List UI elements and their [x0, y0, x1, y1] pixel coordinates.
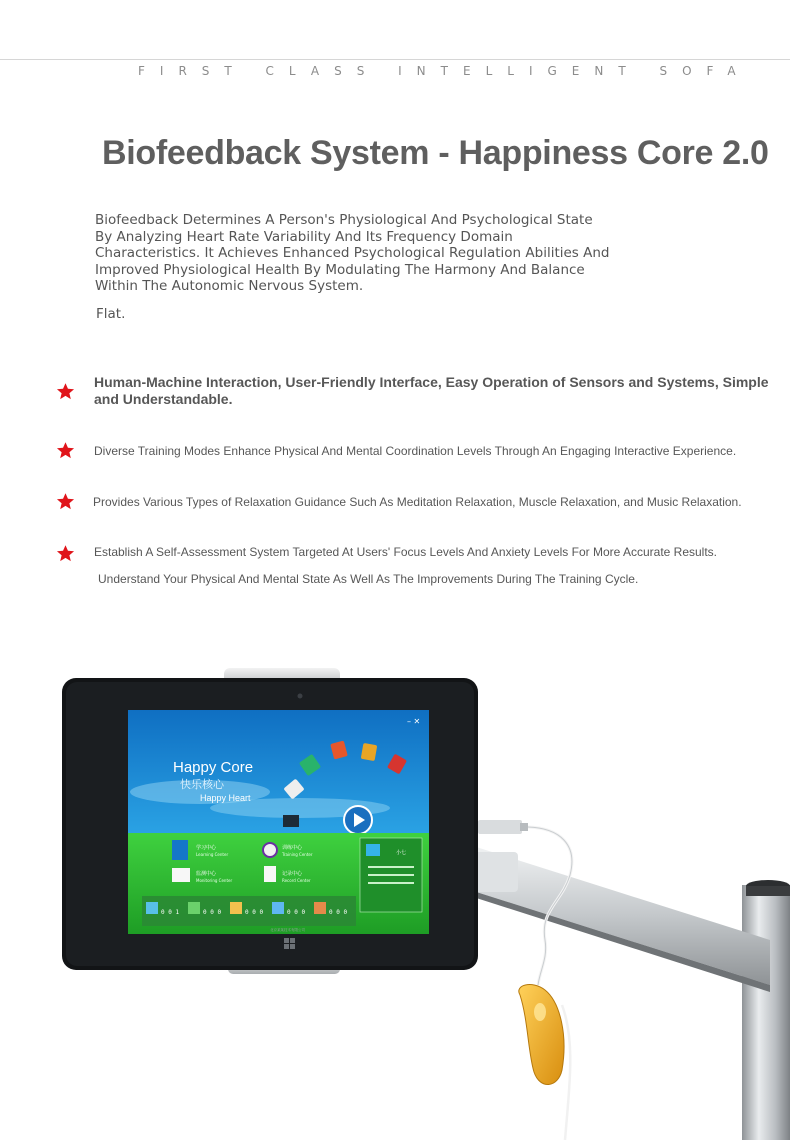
finger-sensor[interactable] [519, 985, 564, 1085]
counter-icon [146, 902, 158, 914]
intro-suffix: Flat. [96, 306, 126, 322]
feature-text: Diverse Training Modes Enhance Physical And Mental Coordination Levels Through An Engaging Interactive Experience. [94, 444, 737, 458]
tile-label-en: Monitoring Center [196, 878, 233, 883]
user-side-panel [360, 838, 422, 912]
feature-text: Provides Various Types of Relaxation Guidance Such As Meditation Relaxation, Muscle Relaxation, and Music Relaxation. [93, 495, 742, 509]
tile-label-en: Training Center [282, 852, 313, 857]
page-title: Biofeedback System - Happiness Core 2.0 [102, 134, 769, 172]
mode-card[interactable] [361, 743, 378, 761]
tile-label-en: Record Center [282, 878, 311, 883]
intro-paragraph [95, 212, 655, 295]
intro-line: Within The Autonomic Nervous System. [95, 278, 364, 295]
side-panel-label: 小七 [396, 850, 407, 856]
top-divider [0, 59, 790, 60]
screen-footer-text: 北京某某技术有限公司 [270, 928, 305, 932]
feature-text: Establish A Self-Assessment System Targeted At Users' Focus Levels And Anxiety Levels For More Accurate Results. [94, 545, 718, 559]
tile-label-cn: 记录中心 [282, 871, 303, 877]
tile-label-cn: 训练中心 [282, 845, 303, 851]
screen-app-subtitle: Happy Heart [200, 793, 251, 803]
star-icon [56, 382, 75, 401]
counter-value: 0 0 0 [245, 909, 264, 916]
intro-line: Improved Physiological Health By Modulating The Harmony And Balance [95, 261, 585, 278]
counter-value: 0 0 0 [287, 909, 306, 916]
counter-value: 0 0 0 [329, 909, 348, 916]
intro-line: Characteristics. It Achieves Enhanced Psychological Regulation Abilities And [95, 245, 610, 262]
counter-value: 0 0 1 [161, 909, 180, 916]
tile-label-cn: 监测中心 [196, 871, 217, 877]
screen-app-title: Happy Core [173, 759, 254, 776]
counter-icon [314, 902, 326, 914]
mode-thumbnail [283, 815, 299, 827]
screen-app-title-cn: 快乐核心 [180, 778, 224, 791]
counter-icon [272, 902, 284, 914]
counter-icon [230, 902, 242, 914]
star-icon [56, 492, 75, 511]
tile-label-en: Learning Center [196, 852, 229, 857]
intro-line: Biofeedback Determines A Person's Physiological And Psychological State [95, 212, 593, 228]
feature-continuation: Understand Your Physical And Mental State As Well As The Improvements During The Training Cycle. [98, 572, 639, 586]
counter-icon [188, 902, 200, 914]
tile-label-cn: 学习中心 [196, 845, 217, 851]
brand-tagline: FIRST CLASS INTELLIGENT SOFA [138, 64, 751, 78]
tablet-screen [128, 710, 429, 934]
stand-pole [742, 880, 790, 1140]
product-photo [0, 640, 790, 1140]
star-icon [56, 441, 75, 460]
feature-text: Human-Machine Interaction, User-Friendly Interface, Easy Operation of Sensors and Systems, Simple and Understandable. [94, 374, 769, 407]
intro-line: By Analyzing Heart Rate Variability And Its Frequency Domain [95, 228, 513, 245]
counter-value: 0 0 0 [203, 909, 222, 916]
window-controls-icon[interactable]: – ✕ [407, 717, 421, 726]
play-button[interactable] [344, 806, 372, 834]
star-icon [56, 544, 75, 563]
stand-arm [470, 845, 770, 992]
